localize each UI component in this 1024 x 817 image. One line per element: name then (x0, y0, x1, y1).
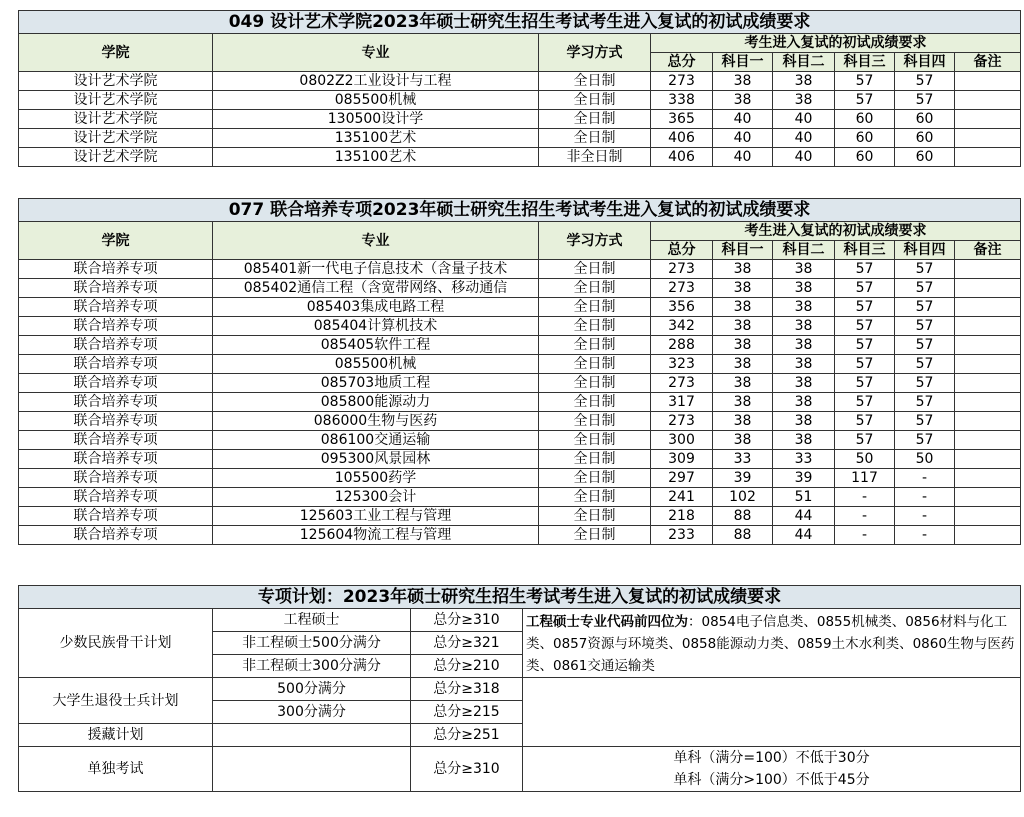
plan-score: 总分≥310 (411, 747, 523, 792)
cell-subject3: 57 (835, 279, 895, 298)
plan-category: 300分满分 (213, 701, 411, 724)
cell-major: 125300会计 (213, 488, 539, 507)
cell-mode: 全日制 (539, 526, 651, 545)
table-row (19, 450, 1021, 469)
cell-mode: 全日制 (539, 336, 651, 355)
cell-subject3: 57 (835, 260, 895, 279)
cell-subject2: 51 (773, 488, 835, 507)
cell-subject4: 57 (895, 317, 955, 336)
cell-subject2: 40 (773, 110, 835, 129)
cell-major: 085405软件工程 (213, 336, 539, 355)
cell-major: 086100交通运输 (213, 431, 539, 450)
cell-subject2: 44 (773, 507, 835, 526)
cell-subject2: 39 (773, 469, 835, 488)
cell-college: 联合培养专项 (19, 260, 213, 279)
cell-total: 356 (651, 298, 713, 317)
cell-subject2: 38 (773, 355, 835, 374)
cell-total: 241 (651, 488, 713, 507)
cell-note (955, 110, 1021, 129)
plan-score: 总分≥215 (411, 701, 523, 724)
cell-subject2: 38 (773, 91, 835, 110)
cell-mode: 全日制 (539, 260, 651, 279)
cell-mode: 全日制 (539, 317, 651, 336)
cell-mode: 全日制 (539, 469, 651, 488)
cell-mode: 全日制 (539, 507, 651, 526)
cell-note (955, 450, 1021, 469)
cell-subject2: 38 (773, 317, 835, 336)
single-exam-rules (523, 747, 1021, 792)
cell-college: 联合培养专项 (19, 488, 213, 507)
cell-subject4: - (895, 526, 955, 545)
col-header-total: 总分 (651, 53, 713, 72)
plan-category: 非工程硕士500分满分 (213, 632, 411, 655)
rule-line: 单科（满分>100）不低于45分 (673, 772, 870, 788)
cell-subject3: 57 (835, 298, 895, 317)
cell-college: 联合培养专项 (19, 279, 213, 298)
col-header-subject4: 科目四 (895, 241, 955, 260)
plan-category: 工程硕士 (213, 609, 411, 632)
cell-college: 设计艺术学院 (19, 72, 213, 91)
cell-total: 406 (651, 129, 713, 148)
plan-veteran: 大学生退役士兵计划 (19, 678, 213, 724)
cell-college: 设计艺术学院 (19, 91, 213, 110)
table-row (19, 279, 1021, 298)
cell-major: 130500设计学 (213, 110, 539, 129)
plan-score: 总分≥251 (411, 724, 523, 747)
col-header-subject2: 科目二 (773, 241, 835, 260)
cell-note (955, 393, 1021, 412)
cell-major: 105500药学 (213, 469, 539, 488)
cell-major: 135100艺术 (213, 148, 539, 167)
cell-college: 设计艺术学院 (19, 129, 213, 148)
cell-subject2: 38 (773, 260, 835, 279)
empty-note-cell (523, 678, 1021, 747)
table-title: 049 设计艺术学院2023年硕士研究生招生考试考生进入复试的初试成绩要求 (19, 11, 1021, 34)
col-header-note: 备注 (955, 241, 1021, 260)
cell-major: 085403集成电路工程 (213, 298, 539, 317)
cell-mode: 全日制 (539, 374, 651, 393)
cell-note (955, 336, 1021, 355)
plan-category (213, 724, 411, 747)
cell-mode: 全日制 (539, 91, 651, 110)
cell-total: 406 (651, 148, 713, 167)
cell-college: 联合培养专项 (19, 526, 213, 545)
cell-subject1: 33 (713, 450, 773, 469)
cell-total: 233 (651, 526, 713, 545)
cell-note (955, 260, 1021, 279)
note-bold: 工程硕士专业代码前四位为 (526, 614, 688, 630)
cell-subject1: 38 (713, 260, 773, 279)
cell-subject3: - (835, 526, 895, 545)
plan-single-exam: 单独考试 (19, 747, 213, 792)
plan-category: 非工程硕士300分满分 (213, 655, 411, 678)
col-header-subject3: 科目三 (835, 53, 895, 72)
table-title: 077 联合培养专项2023年硕士研究生招生考试考生进入复试的初试成绩要求 (19, 199, 1021, 222)
cell-subject3: 57 (835, 317, 895, 336)
cell-subject2: 38 (773, 431, 835, 450)
table-row (19, 393, 1021, 412)
cell-subject4: - (895, 469, 955, 488)
cell-subject4: 57 (895, 374, 955, 393)
cell-subject3: 117 (835, 469, 895, 488)
col-header-college: 学院 (19, 34, 213, 72)
cell-total: 317 (651, 393, 713, 412)
table-row (19, 526, 1021, 545)
table-row (19, 129, 1021, 148)
cell-subject3: 60 (835, 129, 895, 148)
cell-subject4: - (895, 488, 955, 507)
cell-college: 联合培养专项 (19, 355, 213, 374)
cell-subject1: 38 (713, 317, 773, 336)
table-row (19, 91, 1021, 110)
plan-score: 总分≥310 (411, 609, 523, 632)
cell-subject3: 57 (835, 393, 895, 412)
cell-subject4: 57 (895, 260, 955, 279)
cell-note (955, 431, 1021, 450)
cell-major: 0802Z2工业设计与工程 (213, 72, 539, 91)
cell-subject3: 57 (835, 72, 895, 91)
cell-total: 273 (651, 412, 713, 431)
cell-subject2: 38 (773, 279, 835, 298)
cell-note (955, 526, 1021, 545)
engineering-code-note (523, 609, 1021, 678)
cell-subject2: 38 (773, 72, 835, 91)
cell-subject1: 39 (713, 469, 773, 488)
cell-subject2: 38 (773, 336, 835, 355)
cell-subject1: 38 (713, 336, 773, 355)
plan-category (213, 747, 411, 792)
cell-total: 338 (651, 91, 713, 110)
cell-note (955, 374, 1021, 393)
cell-subject4: 57 (895, 72, 955, 91)
cell-college: 联合培养专项 (19, 412, 213, 431)
cell-subject1: 38 (713, 298, 773, 317)
cell-subject4: 57 (895, 412, 955, 431)
cell-college: 联合培养专项 (19, 336, 213, 355)
cell-subject4: 60 (895, 110, 955, 129)
col-header-requirements: 考生进入复试的初试成绩要求 (651, 34, 1021, 53)
table-row (19, 317, 1021, 336)
cell-subject2: 44 (773, 526, 835, 545)
cell-mode: 非全日制 (539, 148, 651, 167)
cell-subject1: 40 (713, 129, 773, 148)
cell-subject3: 57 (835, 374, 895, 393)
col-header-requirements: 考生进入复试的初试成绩要求 (651, 222, 1021, 241)
cell-total: 300 (651, 431, 713, 450)
cell-subject1: 38 (713, 393, 773, 412)
cell-note (955, 148, 1021, 167)
cell-subject2: 38 (773, 393, 835, 412)
cell-major: 125603工业工程与管理 (213, 507, 539, 526)
cell-mode: 全日制 (539, 393, 651, 412)
cell-note (955, 355, 1021, 374)
cell-subject1: 38 (713, 374, 773, 393)
cell-college: 联合培养专项 (19, 469, 213, 488)
cell-subject3: - (835, 488, 895, 507)
cell-total: 273 (651, 72, 713, 91)
cell-note (955, 412, 1021, 431)
cell-subject4: 57 (895, 279, 955, 298)
cell-subject2: 40 (773, 148, 835, 167)
cell-subject1: 88 (713, 507, 773, 526)
col-header-subject1: 科目一 (713, 53, 773, 72)
table-row (19, 469, 1021, 488)
table-design-art (18, 10, 1021, 167)
cell-subject3: 50 (835, 450, 895, 469)
cell-total: 365 (651, 110, 713, 129)
table-row (19, 72, 1021, 91)
cell-college: 联合培养专项 (19, 507, 213, 526)
cell-subject4: 57 (895, 298, 955, 317)
cell-total: 297 (651, 469, 713, 488)
cell-college: 设计艺术学院 (19, 148, 213, 167)
col-header-subject1: 科目一 (713, 241, 773, 260)
col-header-note: 备注 (955, 53, 1021, 72)
cell-subject1: 40 (713, 110, 773, 129)
plan-minority: 少数民族骨干计划 (19, 609, 213, 678)
col-header-mode: 学习方式 (539, 222, 651, 260)
rule-line: 单科（满分=100）不低于30分 (673, 750, 870, 766)
cell-subject2: 38 (773, 412, 835, 431)
cell-mode: 全日制 (539, 355, 651, 374)
cell-subject4: 57 (895, 431, 955, 450)
cell-note (955, 469, 1021, 488)
cell-total: 218 (651, 507, 713, 526)
plan-score: 总分≥321 (411, 632, 523, 655)
cell-mode: 全日制 (539, 72, 651, 91)
col-header-subject2: 科目二 (773, 53, 835, 72)
table-row (19, 260, 1021, 279)
cell-mode: 全日制 (539, 431, 651, 450)
col-header-subject3: 科目三 (835, 241, 895, 260)
cell-major: 086000生物与医药 (213, 412, 539, 431)
cell-note (955, 317, 1021, 336)
cell-major: 125604物流工程与管理 (213, 526, 539, 545)
cell-subject4: 50 (895, 450, 955, 469)
table-row (19, 355, 1021, 374)
cell-major: 085500机械 (213, 355, 539, 374)
table-row (19, 148, 1021, 167)
table-row (19, 412, 1021, 431)
cell-subject3: 57 (835, 91, 895, 110)
cell-college: 设计艺术学院 (19, 110, 213, 129)
col-header-total: 总分 (651, 241, 713, 260)
cell-subject1: 38 (713, 91, 773, 110)
cell-college: 联合培养专项 (19, 298, 213, 317)
cell-note (955, 298, 1021, 317)
cell-major: 095300风景园林 (213, 450, 539, 469)
table-row (19, 374, 1021, 393)
table-row (19, 110, 1021, 129)
cell-subject1: 88 (713, 526, 773, 545)
cell-subject3: 57 (835, 431, 895, 450)
cell-subject3: 57 (835, 412, 895, 431)
cell-note (955, 91, 1021, 110)
plan-aid-tibet: 援藏计划 (19, 724, 213, 747)
cell-mode: 全日制 (539, 450, 651, 469)
cell-total: 288 (651, 336, 713, 355)
cell-major: 085401新一代电子信息技术（含量子技术 (213, 260, 539, 279)
cell-subject1: 102 (713, 488, 773, 507)
cell-subject1: 38 (713, 355, 773, 374)
plan-score: 总分≥210 (411, 655, 523, 678)
cell-subject1: 40 (713, 148, 773, 167)
cell-total: 309 (651, 450, 713, 469)
plan-score: 总分≥318 (411, 678, 523, 701)
cell-college: 联合培养专项 (19, 450, 213, 469)
cell-total: 323 (651, 355, 713, 374)
cell-college: 联合培养专项 (19, 393, 213, 412)
table-joint-training (18, 198, 1021, 545)
cell-subject4: - (895, 507, 955, 526)
cell-note (955, 279, 1021, 298)
cell-mode: 全日制 (539, 110, 651, 129)
cell-total: 273 (651, 260, 713, 279)
cell-subject3: 60 (835, 110, 895, 129)
cell-subject4: 57 (895, 336, 955, 355)
cell-major: 135100艺术 (213, 129, 539, 148)
cell-subject4: 60 (895, 129, 955, 148)
cell-subject3: 57 (835, 355, 895, 374)
cell-subject2: 38 (773, 374, 835, 393)
table-row (19, 507, 1021, 526)
cell-subject3: - (835, 507, 895, 526)
cell-mode: 全日制 (539, 298, 651, 317)
cell-note (955, 129, 1021, 148)
cell-total: 273 (651, 374, 713, 393)
cell-college: 联合培养专项 (19, 317, 213, 336)
cell-subject2: 40 (773, 129, 835, 148)
cell-subject2: 38 (773, 298, 835, 317)
col-header-college: 学院 (19, 222, 213, 260)
cell-note (955, 72, 1021, 91)
cell-major: 085404计算机技术 (213, 317, 539, 336)
col-header-subject4: 科目四 (895, 53, 955, 72)
cell-subject1: 38 (713, 431, 773, 450)
note-text: ：0854电子信息类、0855机械类、0856材料与化工类、0857资源与环境类、0858能源动力类、0859土木水利类、0860生物与医药类、0861交通运输类 (526, 614, 1015, 674)
cell-total: 342 (651, 317, 713, 336)
table-title: 专项计划：2023年硕士研究生招生考试考生进入复试的初试成绩要求 (19, 586, 1021, 609)
cell-college: 联合培养专项 (19, 374, 213, 393)
cell-subject2: 33 (773, 450, 835, 469)
cell-mode: 全日制 (539, 129, 651, 148)
cell-subject4: 57 (895, 393, 955, 412)
cell-mode: 全日制 (539, 279, 651, 298)
plan-category: 500分满分 (213, 678, 411, 701)
cell-major: 085402通信工程（含宽带网络、移动通信 (213, 279, 539, 298)
cell-subject1: 38 (713, 279, 773, 298)
cell-subject1: 38 (713, 72, 773, 91)
col-header-major: 专业 (213, 222, 539, 260)
table-row (19, 431, 1021, 450)
table-row (19, 298, 1021, 317)
col-header-mode: 学习方式 (539, 34, 651, 72)
cell-major: 085500机械 (213, 91, 539, 110)
cell-total: 273 (651, 279, 713, 298)
table-row (19, 336, 1021, 355)
cell-subject3: 60 (835, 148, 895, 167)
cell-subject4: 60 (895, 148, 955, 167)
cell-note (955, 488, 1021, 507)
cell-subject1: 38 (713, 412, 773, 431)
table-row (19, 488, 1021, 507)
cell-note (955, 507, 1021, 526)
cell-subject3: 57 (835, 336, 895, 355)
cell-major: 085800能源动力 (213, 393, 539, 412)
cell-mode: 全日制 (539, 488, 651, 507)
cell-subject4: 57 (895, 91, 955, 110)
col-header-major: 专业 (213, 34, 539, 72)
cell-college: 联合培养专项 (19, 431, 213, 450)
table-special-plans (18, 585, 1021, 792)
cell-subject4: 57 (895, 355, 955, 374)
cell-major: 085703地质工程 (213, 374, 539, 393)
cell-mode: 全日制 (539, 412, 651, 431)
